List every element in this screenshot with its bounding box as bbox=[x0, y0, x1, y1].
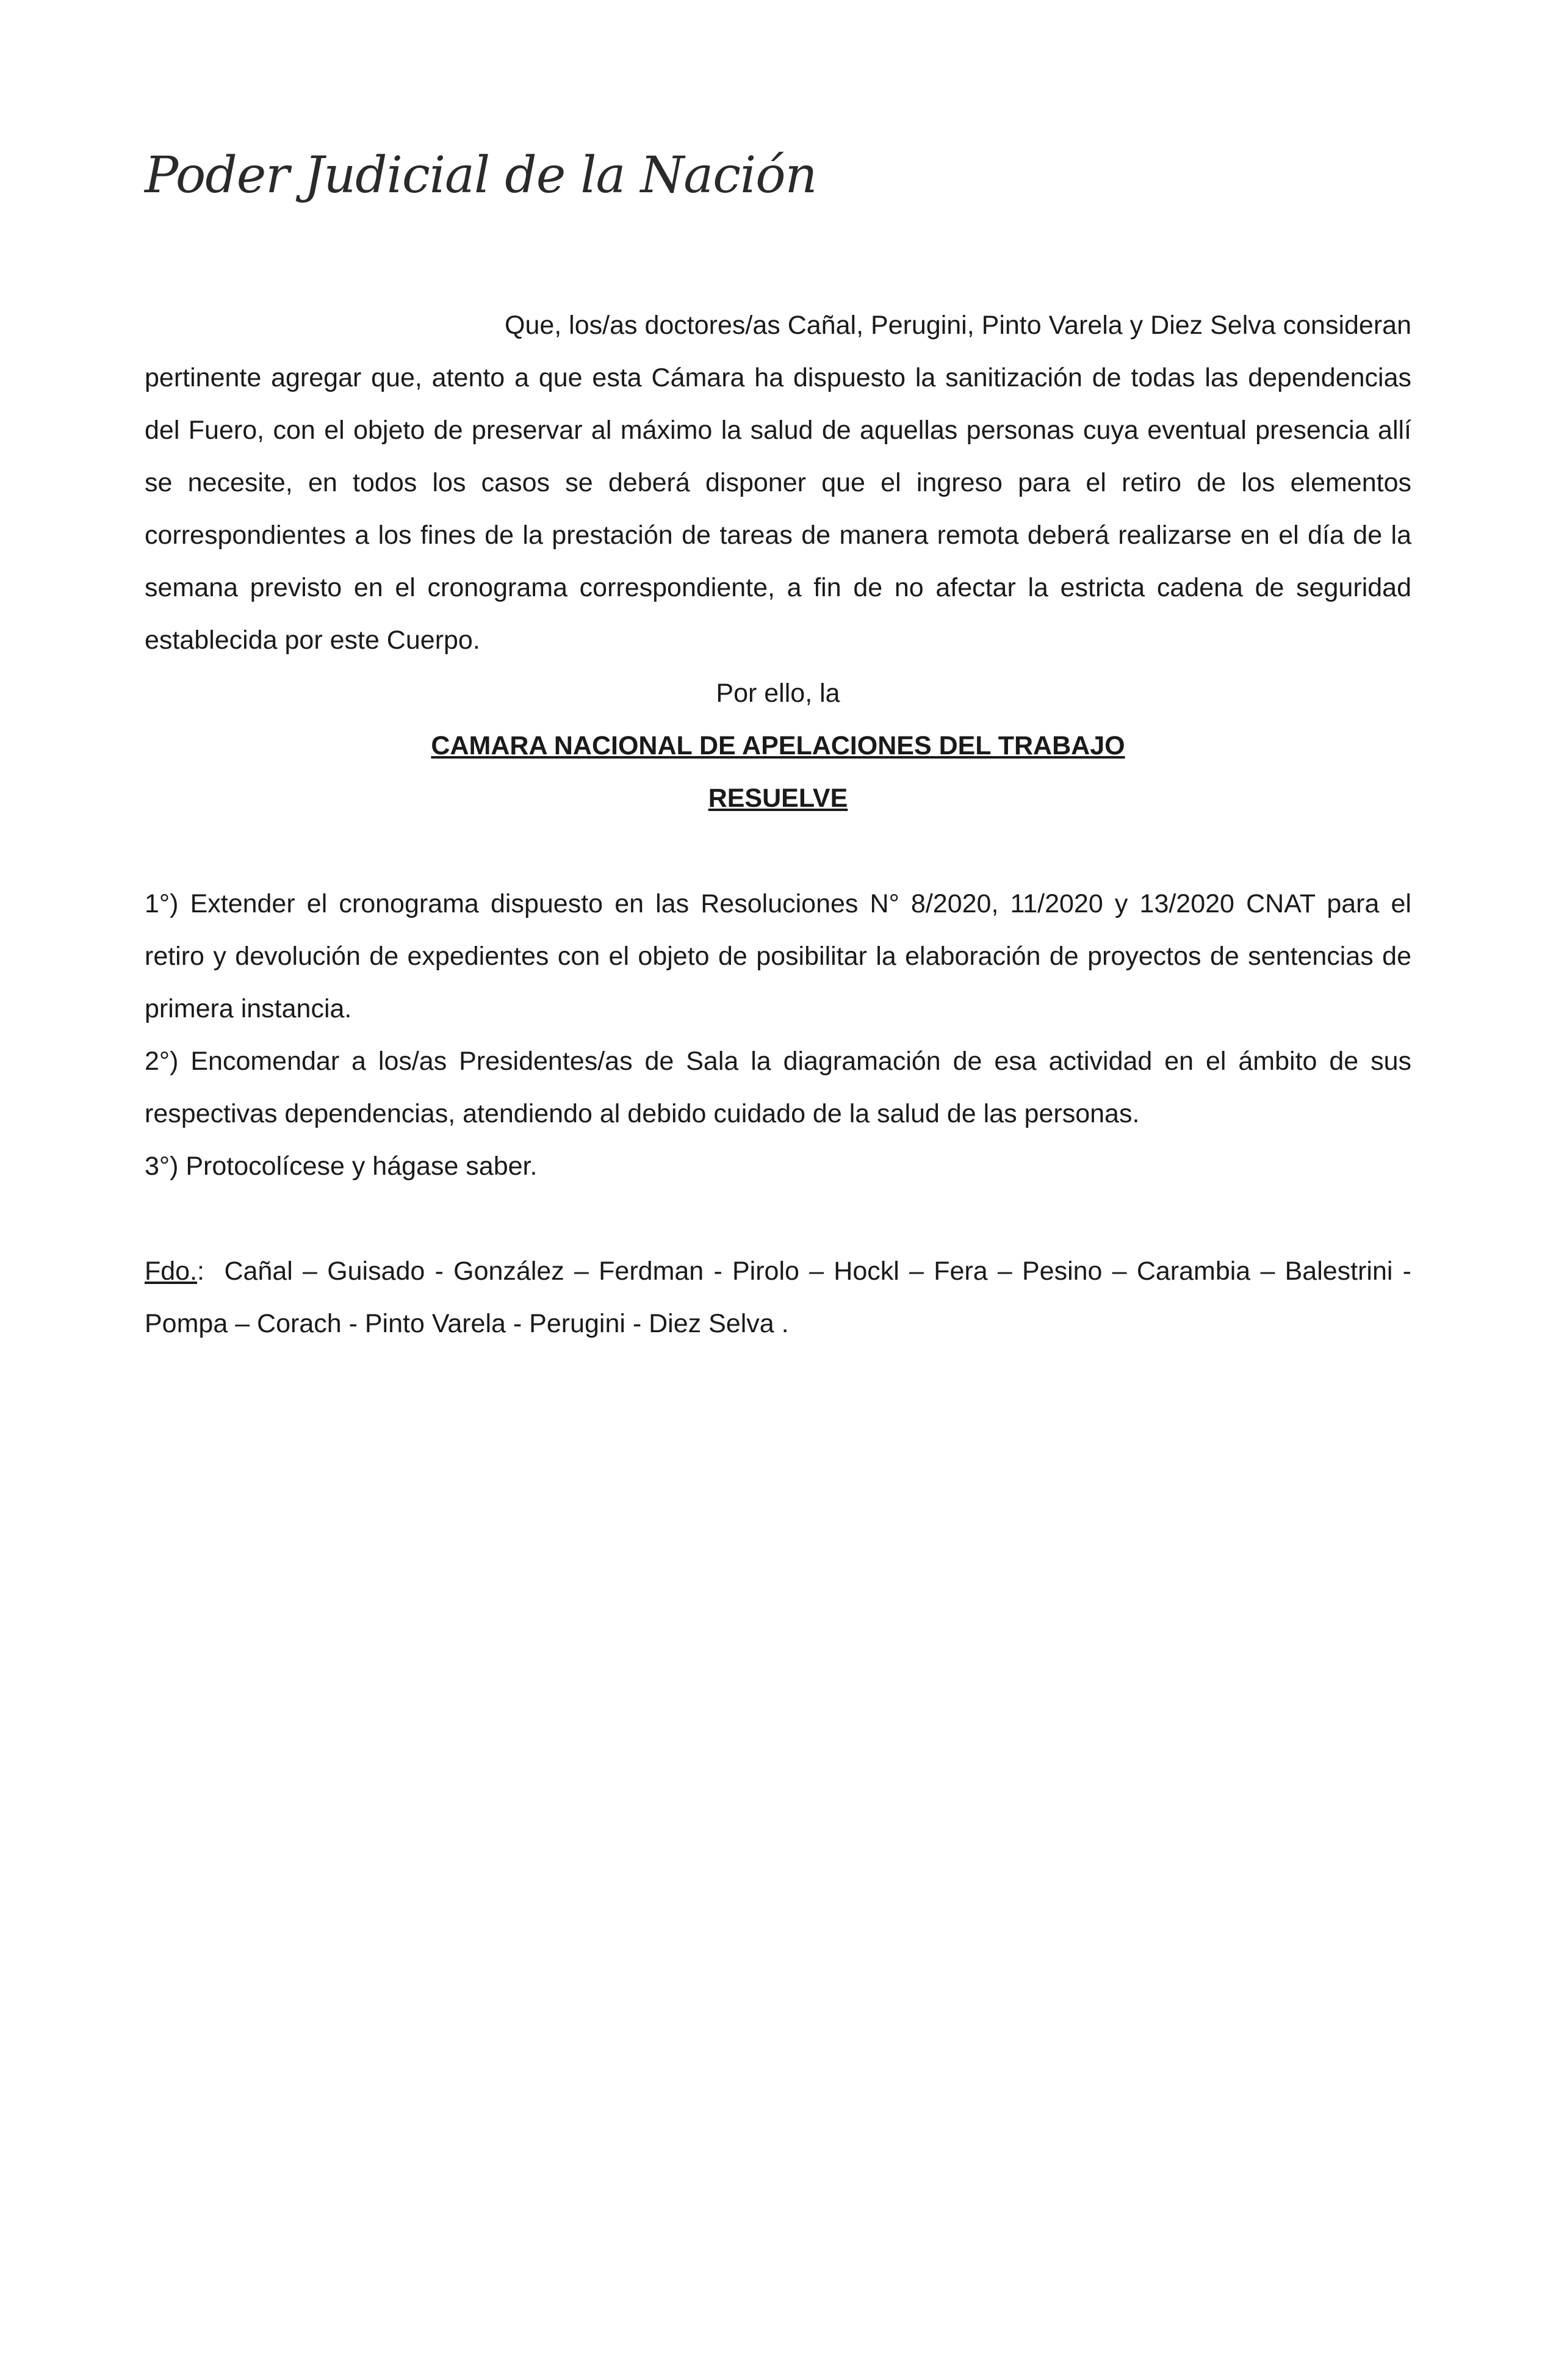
signatures-names: Cañal – Guisado - González – Ferdman - Pirolo – Hockl – Fera – Pesino – Carambia – Balestrini - Pompa – Corach - Pinto Varela - Perugini - Diez Selva . bbox=[145, 1257, 1411, 1338]
considerando-paragraph: Que, los/as doctores/as Cañal, Perugini, Pinto Varela y Diez Selva consideran pertinente agregar que, atento a que esta Cámara ha dispuesto la sanitización de todas las dependencias del Fuero, con el objeto de preservar al máximo la salud de aquellas personas cuya eventual presencia allí se necesite, en todos los casos se deberá disponer que el ingreso para el retiro de los elementos correspondientes a los fines de la prestación de tareas de manera remota deberá realizarse en el día de la semana previsto en el cronograma correspondiente, a fin de no afectar la estricta cadena de seguridad establecida por este Cuerpo. bbox=[145, 311, 1411, 655]
court-name: CAMARA NACIONAL DE APELACIONES DEL TRABAJO bbox=[431, 731, 1125, 760]
resolution-item-2: 2°) Encomendar a los/as Presidentes/as de Sala la diagramación de esa actividad en el ámbito de sus respectivas dependencias, atendiendo al debido cuidado de la salud de las personas. bbox=[145, 1047, 1411, 1128]
resolution-item-1: 1°) Extender el cronograma dispuesto en las Resoluciones N° 8/2020, 11/2020 y 13/2020 CNAT para el retiro y devolución de expedientes con el objeto de posibilitar la elaboración de proyectos de sentencias de primera instancia. bbox=[145, 889, 1411, 1023]
resolution-item-3: 3°) Protocolícese y hágase saber. bbox=[145, 1152, 538, 1181]
signatures-separator: : bbox=[197, 1257, 204, 1286]
signatures-line bbox=[145, 1245, 1411, 1350]
signatures-label: Fdo. bbox=[145, 1257, 198, 1286]
resolution-intro: Por ello, la bbox=[716, 679, 840, 708]
resolution-items bbox=[145, 878, 1411, 1192]
resolves-heading: RESUELVE bbox=[708, 784, 848, 813]
resolution-heading bbox=[145, 667, 1411, 824]
letterhead-title: Poder Judicial de la Nación bbox=[145, 146, 817, 204]
